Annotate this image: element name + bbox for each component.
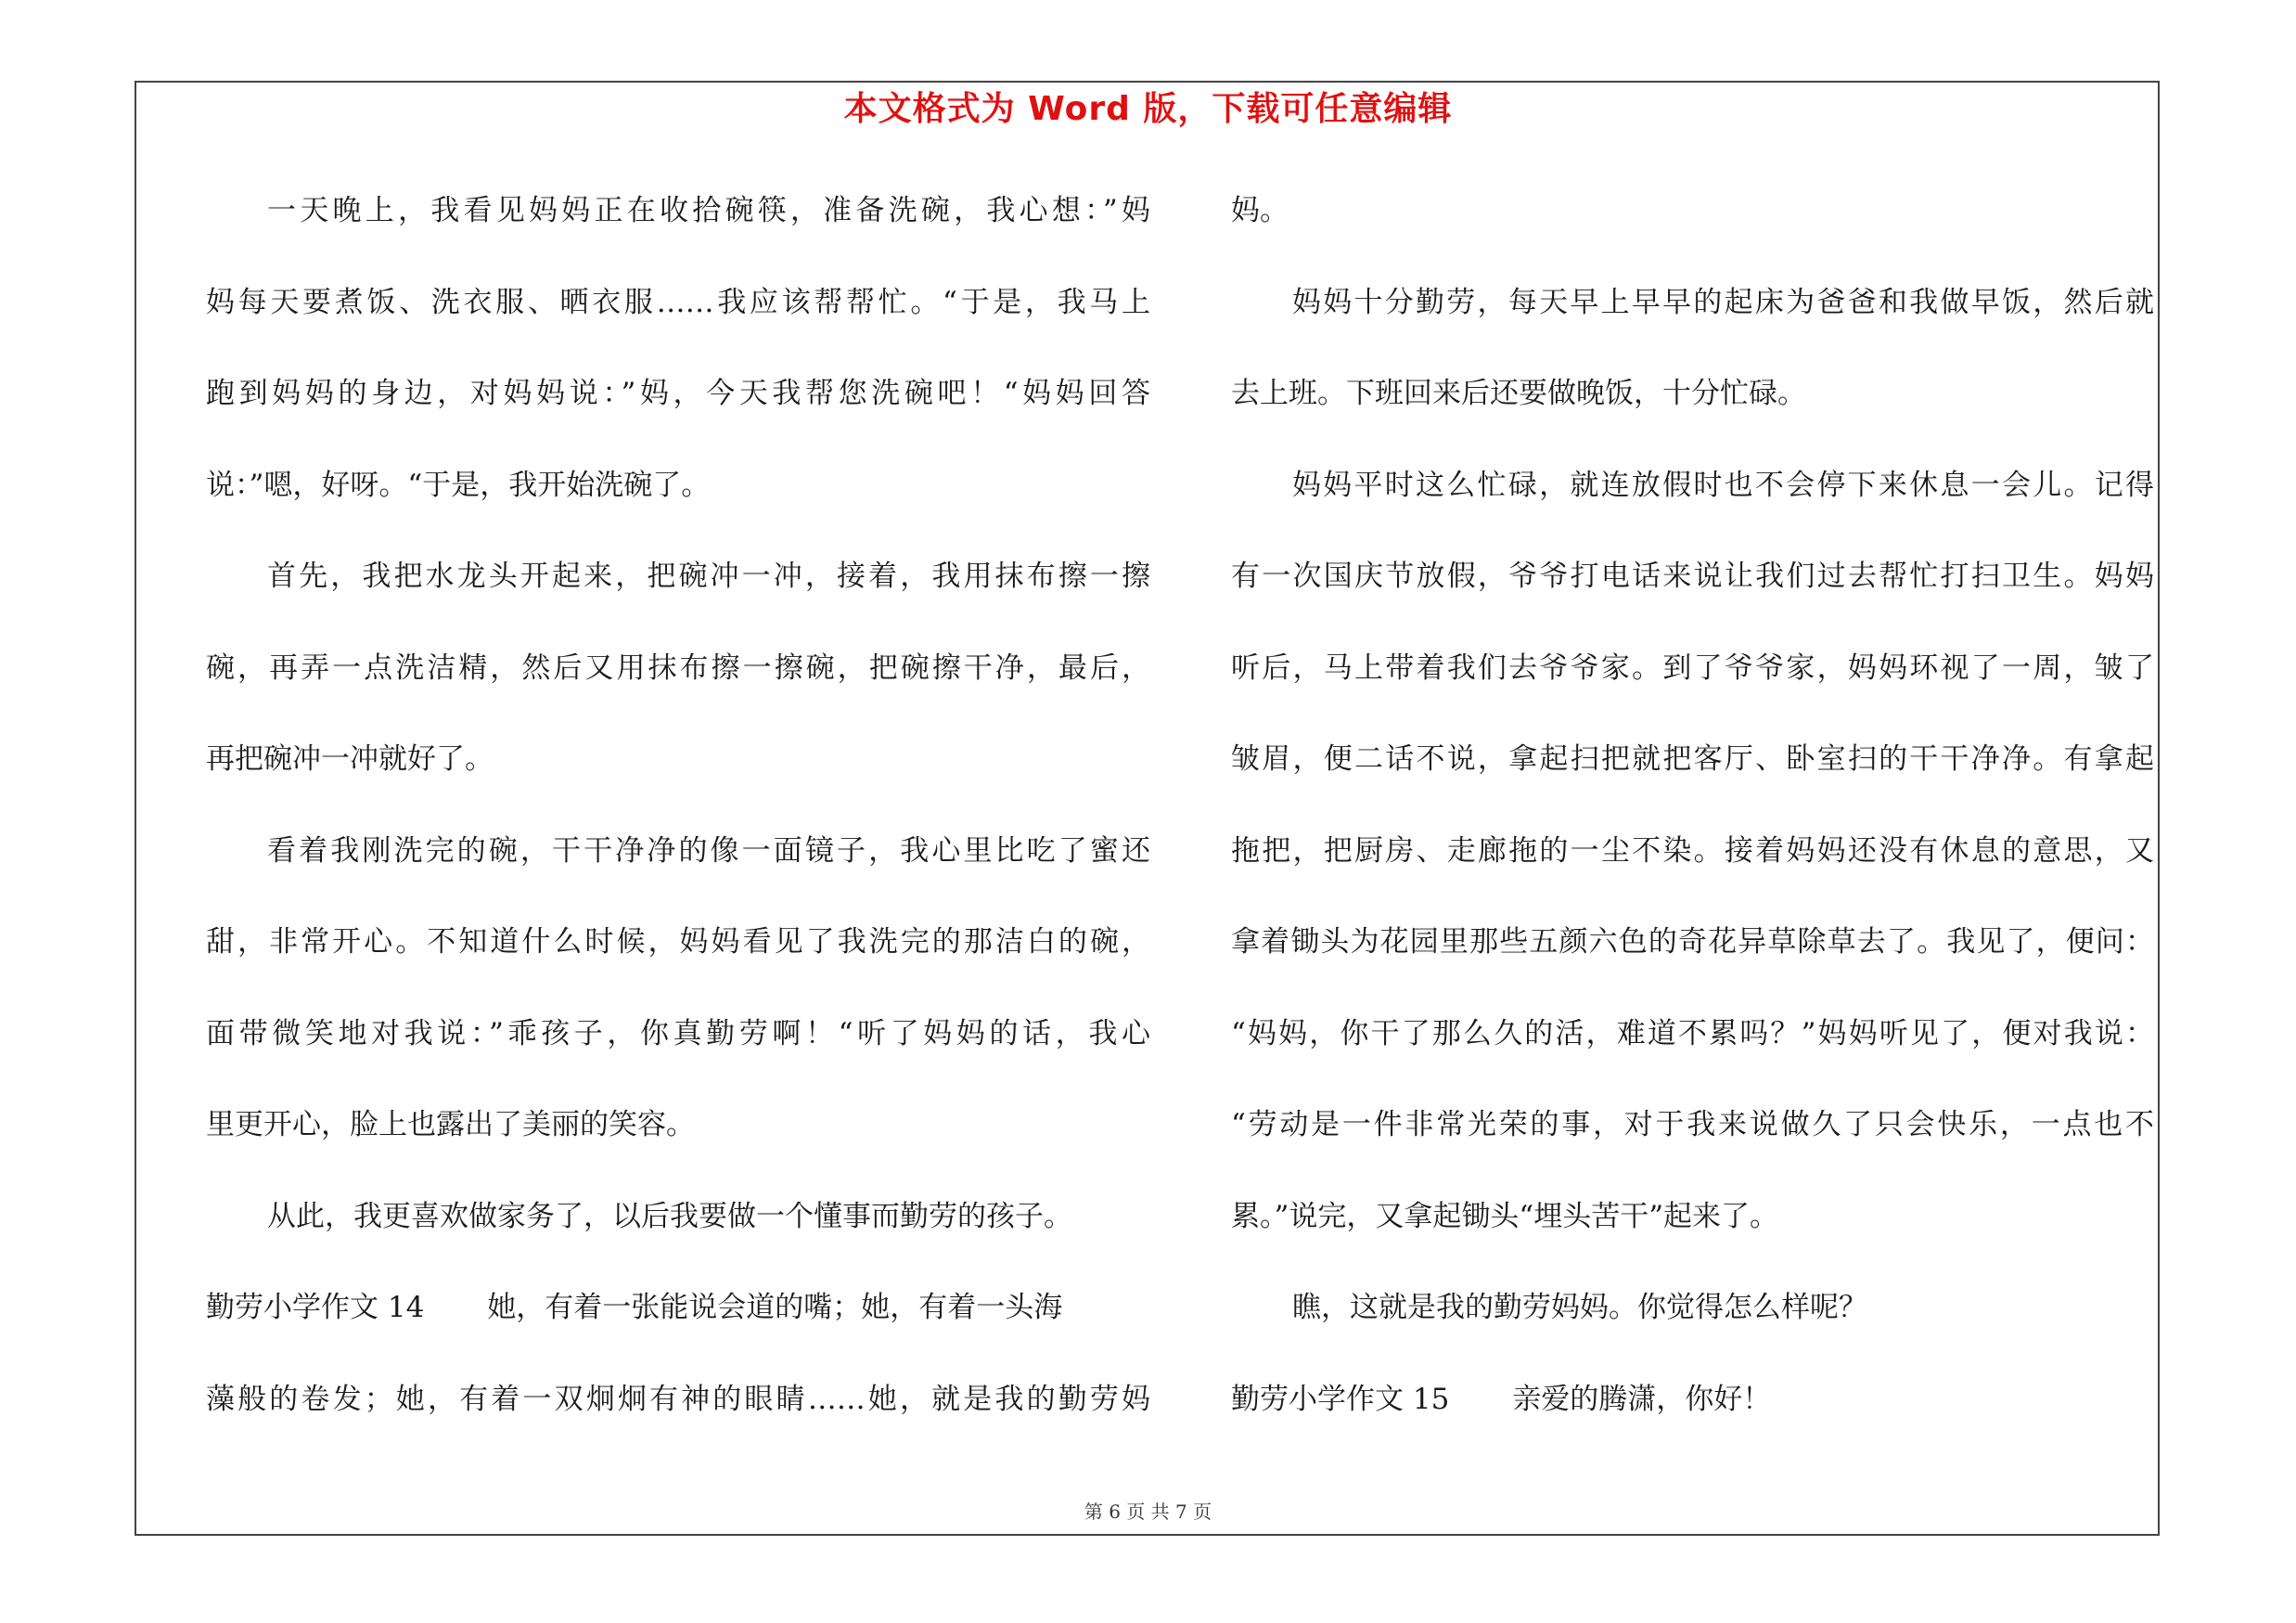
essay-title-line [1231,1354,2154,1446]
text-line: 累。”说完，又拿起锄头“埋头苦干”起来了。 [1231,1199,1779,1233]
text-line: 妈妈十分勤劳，每天早上早早的起床为爸爸和我做早饭，然后就 [1292,285,2154,319]
essay-title: 勤劳小学作文 14 [206,1291,425,1324]
text-line: 一天晚上，我看见妈妈正在收拾碗筷，准备洗碗，我心想：”妈 [267,194,1150,227]
text-line: 拿着锄头为花园里那些五颜六色的奇花异草除草去了。我见了，便问： [1231,925,2154,959]
text-line: 碗，再弄一点洗洁精，然后又用抹布擦一擦碗，把碗擦干净，最后， [206,650,1150,685]
text-line: 首先，我把水龙头开起来，把碗冲一冲，接着，我用抹布擦一擦 [267,560,1150,593]
text-line: 有一次国庆节放假，爷爷打电话来说让我们过去帮忙打扫卫生。妈妈 [1231,560,2154,593]
essay-opening-text: 亲爱的腾潇，你好！ [1512,1382,1772,1416]
text-line: “劳动是一件非常光荣的事，对于我来说做久了只会快乐，一点也不 [1231,1108,2154,1141]
right-text-column [1231,165,2154,1445]
text-line: 听后，马上带着我们去爷爷家。到了爷爷家，妈妈环视了一周，皱了 [1231,650,2154,685]
word-format-banner: 本文格式为 Word 版，下载可任意编辑 [843,90,1453,128]
text-line: 里更开心，脸上也露出了美丽的笑容。 [206,1108,695,1141]
text-line: 妈每天要煮饭、洗衣服、晒衣服……我应该帮帮忙。“于是，我马上 [206,285,1150,319]
essay-opening-text: 她，有着一张能说会道的嘴；她，有着一头海 [487,1291,1063,1324]
text-line: 再把碗冲一冲就好了。 [206,742,494,776]
text-line: 藻般的卷发；她，有着一双炯炯有神的眼睛……她，就是我的勤劳妈 [206,1382,1150,1416]
text-line: 甜，非常开心。不知道什么时候，妈妈看见了我洗完的那洁白的碗， [206,925,1150,959]
left-text-column [206,165,1150,1445]
essay-title-line [206,1262,1150,1354]
text-line: 跑到妈妈的身边，对妈妈说：”妈，今天我帮您洗碗吧！“妈妈回答 [206,377,1150,410]
text-line: 皱眉，便二话不说，拿起扫把就把客厅、卧室扫的干干净净。有拿起 [1231,742,2154,776]
text-line: 拖把，把厨房、走廊拖的一尘不染。接着妈妈还没有休息的意思，又 [1231,833,2154,868]
text-line: 妈妈平时这么忙碌，就连放假时也不会停下来休息一会儿。记得 [1292,468,2154,502]
text-line: “妈妈，你干了那么久的活，难道不累吗？”妈妈听见了，便对我说： [1231,1016,2154,1050]
essay-title: 勤劳小学作文 15 [1231,1382,1450,1416]
text-line: 从此，我更喜欢做家务了，以后我要做一个懂事而勤劳的孩子。 [267,1199,1072,1233]
text-line: 去上班。下班回来后还要做晚饭，十分忙碌。 [1231,377,1806,410]
text-line: 面带微笑地对我说：”乖孩子，你真勤劳啊！“听了妈妈的话，我心 [206,1016,1150,1050]
text-line: 妈。 [1231,194,1289,227]
text-line: 看着我刚洗完的碗，干干净净的像一面镜子，我心里比吃了蜜还 [267,833,1150,868]
page-number: 第 6 页 共 7 页 [1084,1501,1212,1523]
text-line: 说：”嗯，好呀。“于是，我开始洗碗了。 [206,468,711,502]
text-line: 瞧，这就是我的勤劳妈妈。你觉得怎么样呢？ [1292,1291,1867,1324]
